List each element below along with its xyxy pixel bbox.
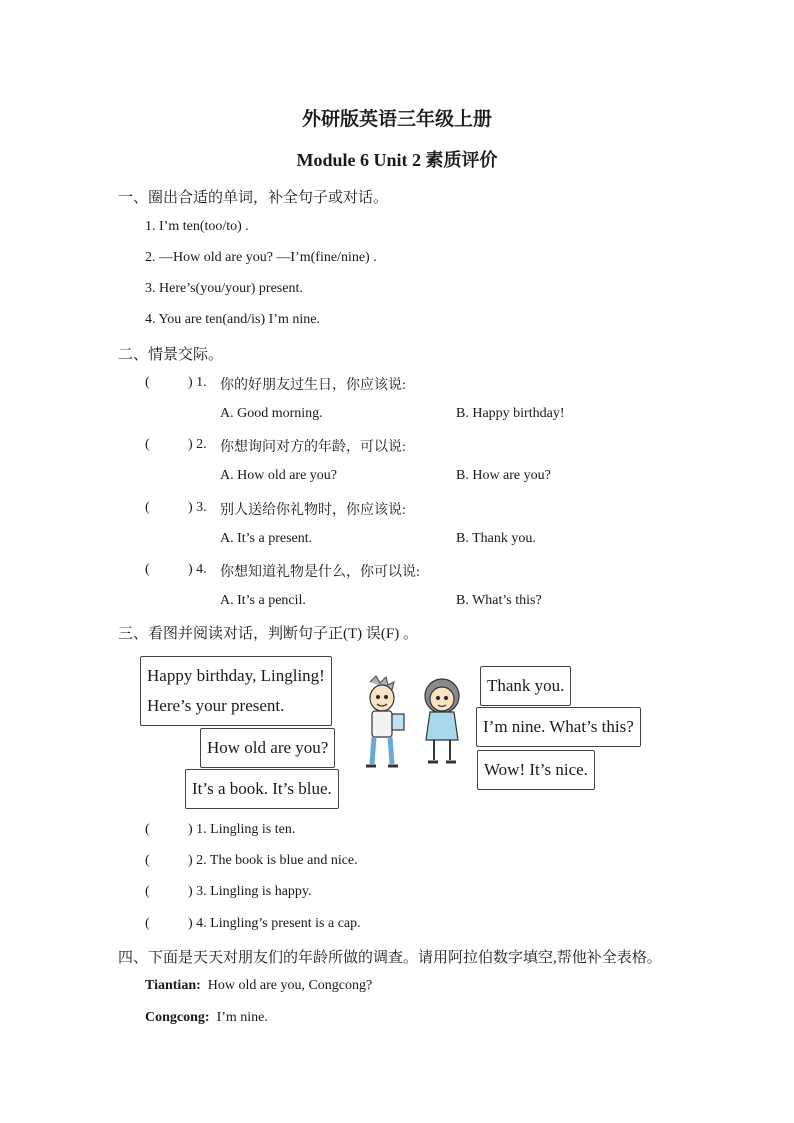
question-number: ) 2. bbox=[188, 437, 207, 452]
question-prompt: 你的好朋友过生日，你应该说: bbox=[220, 378, 406, 393]
speech-bubble-age: How old are you? bbox=[200, 728, 335, 768]
speech-bubble-thanks: Thank you. bbox=[480, 666, 571, 706]
section1-item: 3. Here’s(you/your) present. bbox=[145, 281, 303, 296]
boy-figure bbox=[366, 676, 404, 766]
option-b: B. What’s this? bbox=[456, 593, 542, 608]
speech-bubble-birthday bbox=[140, 656, 332, 726]
speech-bubble-nice: Wow! It’s nice. bbox=[477, 750, 595, 790]
question-number: ) 4. bbox=[188, 562, 207, 577]
bubble-text: Happy birthday, Lingling! bbox=[147, 666, 325, 685]
section1-item: 2. —How old are you? —I’m(fine/nine) . bbox=[145, 250, 377, 265]
answer-paren-open: ( bbox=[145, 916, 150, 931]
dialog-text: How old are you, Congcong? bbox=[207, 978, 373, 993]
option-b: B. Thank you. bbox=[456, 531, 536, 546]
dialog-line bbox=[145, 1010, 268, 1026]
answer-paren-open: ( bbox=[145, 375, 150, 390]
option-a: A. Good morning. bbox=[220, 406, 323, 421]
dialog-text: I’m nine. bbox=[216, 1010, 268, 1025]
answer-paren-open: ( bbox=[145, 884, 150, 899]
dialog-line bbox=[145, 978, 372, 994]
question-prompt: 你想知道礼物是什么，你可以说: bbox=[220, 565, 420, 580]
section4-heading: 四、下面是天天对朋友们的年龄所做的调查。请用阿拉伯数字填空,帮他补全表格。 bbox=[118, 950, 662, 966]
section2-heading: 二、情景交际。 bbox=[118, 347, 224, 363]
dialog-speaker: Tiantian: bbox=[145, 978, 201, 993]
question-number: ) 1. bbox=[188, 375, 207, 390]
tf-statement: ) 2. The book is blue and nice. bbox=[188, 853, 358, 868]
tf-statement: ) 1. Lingling is ten. bbox=[188, 822, 296, 837]
speech-bubble-book: It’s a book. It’s blue. bbox=[185, 769, 339, 809]
section1-item: 4. You are ten(and/is) I’m nine. bbox=[145, 312, 320, 327]
answer-paren-open: ( bbox=[145, 500, 150, 515]
bubble-text: Here’s your present. bbox=[147, 696, 285, 715]
question-prompt: 你想询问对方的年龄，可以说: bbox=[220, 440, 406, 455]
answer-paren-open: ( bbox=[145, 437, 150, 452]
children-illustration bbox=[330, 672, 480, 782]
page-title: 外研版英语三年级上册 bbox=[301, 109, 492, 130]
answer-paren-open: ( bbox=[145, 853, 150, 868]
option-a: A. It’s a present. bbox=[220, 531, 313, 546]
option-a: A. How old are you? bbox=[220, 468, 338, 483]
option-a: A. It’s a pencil. bbox=[220, 593, 306, 608]
page-subtitle: Module 6 Unit 2 素质评价 bbox=[296, 150, 498, 170]
tf-statement: ) 3. Lingling is happy. bbox=[188, 884, 312, 899]
answer-paren-open: ( bbox=[145, 822, 150, 837]
option-b: B. How are you? bbox=[456, 468, 551, 483]
answer-paren-open: ( bbox=[145, 562, 150, 577]
section1-heading: 一、圈出合适的单词，补全句子或对话。 bbox=[118, 190, 389, 206]
question-prompt: 别人送给你礼物时，你应该说: bbox=[220, 503, 406, 518]
option-b: B. Happy birthday! bbox=[456, 406, 565, 421]
girl-figure bbox=[425, 679, 459, 762]
tf-statement: ) 4. Lingling’s present is a cap. bbox=[188, 916, 361, 931]
dialog-speaker: Congcong: bbox=[145, 1010, 210, 1025]
question-number: ) 3. bbox=[188, 500, 207, 515]
section1-item: 1. I’m ten(too/to) . bbox=[145, 219, 249, 234]
speech-bubble-nine: I’m nine. What’s this? bbox=[476, 707, 641, 747]
section3-heading: 三、看图并阅读对话，判断句子正(T) 误(F) 。 bbox=[118, 626, 418, 642]
